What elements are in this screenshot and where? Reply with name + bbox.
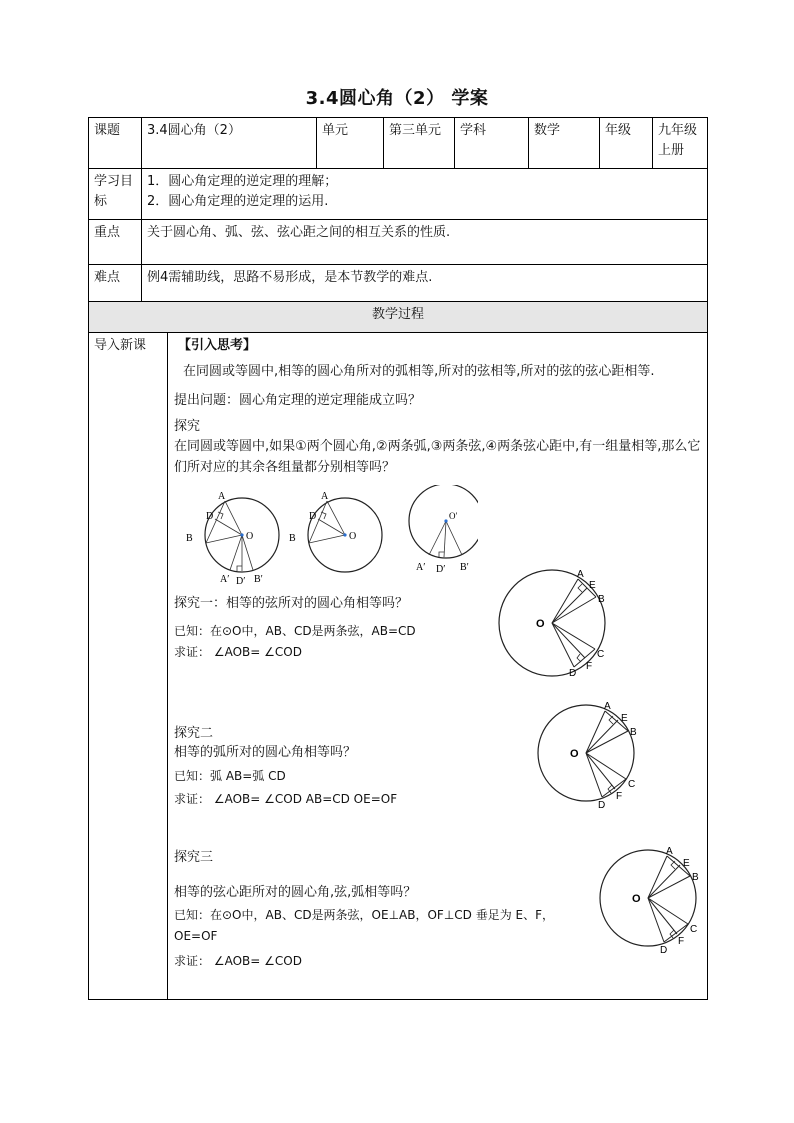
goals-label: 学习目标: [89, 169, 142, 220]
explore-label: 探究: [174, 419, 201, 434]
label-O: O: [349, 531, 357, 542]
label-C: C: [690, 924, 698, 935]
label-D: D: [598, 800, 606, 811]
explore3-diagram: [598, 844, 708, 956]
label-O: O: [570, 748, 579, 760]
label-O: O: [246, 531, 254, 542]
label-A: A: [577, 569, 584, 580]
info-row: [89, 118, 708, 169]
difficulty-text: 例4需辅助线，思路不易形成，是本节教学的难点.: [142, 265, 708, 302]
label-A-prime: A′: [220, 574, 230, 585]
unit-value: 第三单元: [384, 118, 455, 169]
label-D-prime: D′: [236, 576, 246, 585]
label-O: O: [536, 618, 545, 630]
label-B-prime: B′: [460, 562, 469, 573]
difficulty-row: [89, 265, 708, 302]
label-F: F: [586, 661, 593, 672]
label-A: A: [218, 491, 226, 502]
grade-label: 年级: [600, 118, 653, 169]
label-D: D: [569, 668, 577, 677]
goal-item: 2．圆心角定理的逆定理的运用.: [147, 194, 329, 209]
explore1-prove: 求证： ∠AOB= ∠COD: [174, 645, 302, 659]
label-E: E: [621, 713, 628, 724]
circle-figure-2: [289, 491, 382, 572]
label-A: A: [321, 491, 329, 502]
subject-label: 学科: [455, 118, 529, 169]
label-B-prime: B′: [254, 574, 263, 585]
process-header: 教学过程: [89, 302, 708, 333]
label-B: B: [630, 727, 637, 738]
unit-label: 单元: [317, 118, 384, 169]
label-O-prime: O′: [449, 511, 458, 521]
intro-text: 在同圆或等圆中,相等的圆心角所对的弧相等,所对的弦相等,所对的弦的弦心距相等.: [183, 364, 655, 379]
label-D-prime: D′: [436, 564, 446, 575]
difficulty-label: 难点: [89, 265, 142, 302]
label-B: B: [692, 872, 699, 883]
grade-value: 九年级上册: [653, 118, 708, 169]
explore3-prove: 求证： ∠AOB= ∠COD: [174, 954, 302, 968]
label-O: O: [632, 893, 641, 905]
topic-label: 课题: [89, 118, 142, 169]
topic-value: 3.4圆心角（2）: [142, 118, 317, 169]
circle-figure-3: [409, 485, 478, 575]
explore2-question: 相等的弧所对的圆心角相等吗？: [174, 745, 357, 760]
goals-row: [89, 169, 708, 220]
explore3-known: 已知：在⊙O中，AB、CD是两条弦，OE⊥AB，OF⊥CD 垂足为 E、F，OE=OF: [174, 908, 555, 943]
question-text: 提出问题：圆心角定理的逆定理能成立吗？: [174, 393, 422, 408]
explore-text: 在同圆或等圆中,如果①两个圆心角,②两条弧,③两条弦,④两条弦心距中,有一组量相等,那么它们所对应的其余各组量都分别相等吗？: [174, 439, 701, 475]
explore1-known: 已知：在⊙O中，AB、CD是两条弦，AB=CD: [174, 624, 416, 638]
explore2-known: 已知：弧 AB=弧 CD: [174, 769, 286, 783]
goal-item: 1．圆心角定理的逆定理的理解；: [147, 174, 338, 189]
subject-value: 数学: [529, 118, 600, 169]
three-circles-figure: [178, 485, 478, 585]
label-F: F: [616, 791, 623, 802]
key-text: 关于圆心角、弧、弦、弦心距之间的相互关系的性质.: [142, 220, 708, 265]
label-E: E: [589, 580, 596, 591]
label-D: D: [660, 945, 668, 956]
label-D: D: [309, 511, 317, 522]
goals-list: [142, 169, 708, 220]
label-C: C: [628, 779, 636, 790]
explore1-title: 探究一：相等的弦所对的圆心角相等吗？: [174, 596, 409, 611]
label-A: A: [666, 846, 673, 857]
explore3-question: 相等的弦心距所对的圆心角,弦,弧相等吗？: [174, 885, 417, 900]
label-E: E: [683, 858, 690, 869]
process-header-row: [89, 302, 708, 333]
page-title: 3.4圆心角（2） 学案: [305, 88, 489, 109]
label-C: C: [597, 649, 605, 660]
label-B: B: [289, 533, 296, 544]
section-label: 导入新课: [89, 333, 168, 1000]
explore2-prove: 求证： ∠AOB= ∠COD AB=CD OE=OF: [174, 792, 398, 806]
label-F: F: [678, 936, 685, 947]
key-label: 重点: [89, 220, 142, 265]
explore1-diagram: [498, 567, 608, 677]
intro-heading: 【引入思考】: [178, 338, 257, 353]
lesson-plan-table: [88, 117, 708, 1000]
explore3-title: 探究三: [174, 850, 214, 865]
explore2-title: 探究二: [174, 726, 214, 741]
label-B: B: [598, 594, 605, 605]
label-A-prime: A′: [416, 562, 426, 573]
main-row: [89, 333, 708, 1000]
label-D: D: [206, 511, 214, 522]
circle-figure-1: [186, 491, 279, 585]
main-content: [168, 333, 708, 1000]
label-B: B: [186, 533, 193, 544]
explore2-diagram: [536, 701, 646, 811]
key-row: [89, 220, 708, 265]
label-A: A: [604, 701, 611, 712]
